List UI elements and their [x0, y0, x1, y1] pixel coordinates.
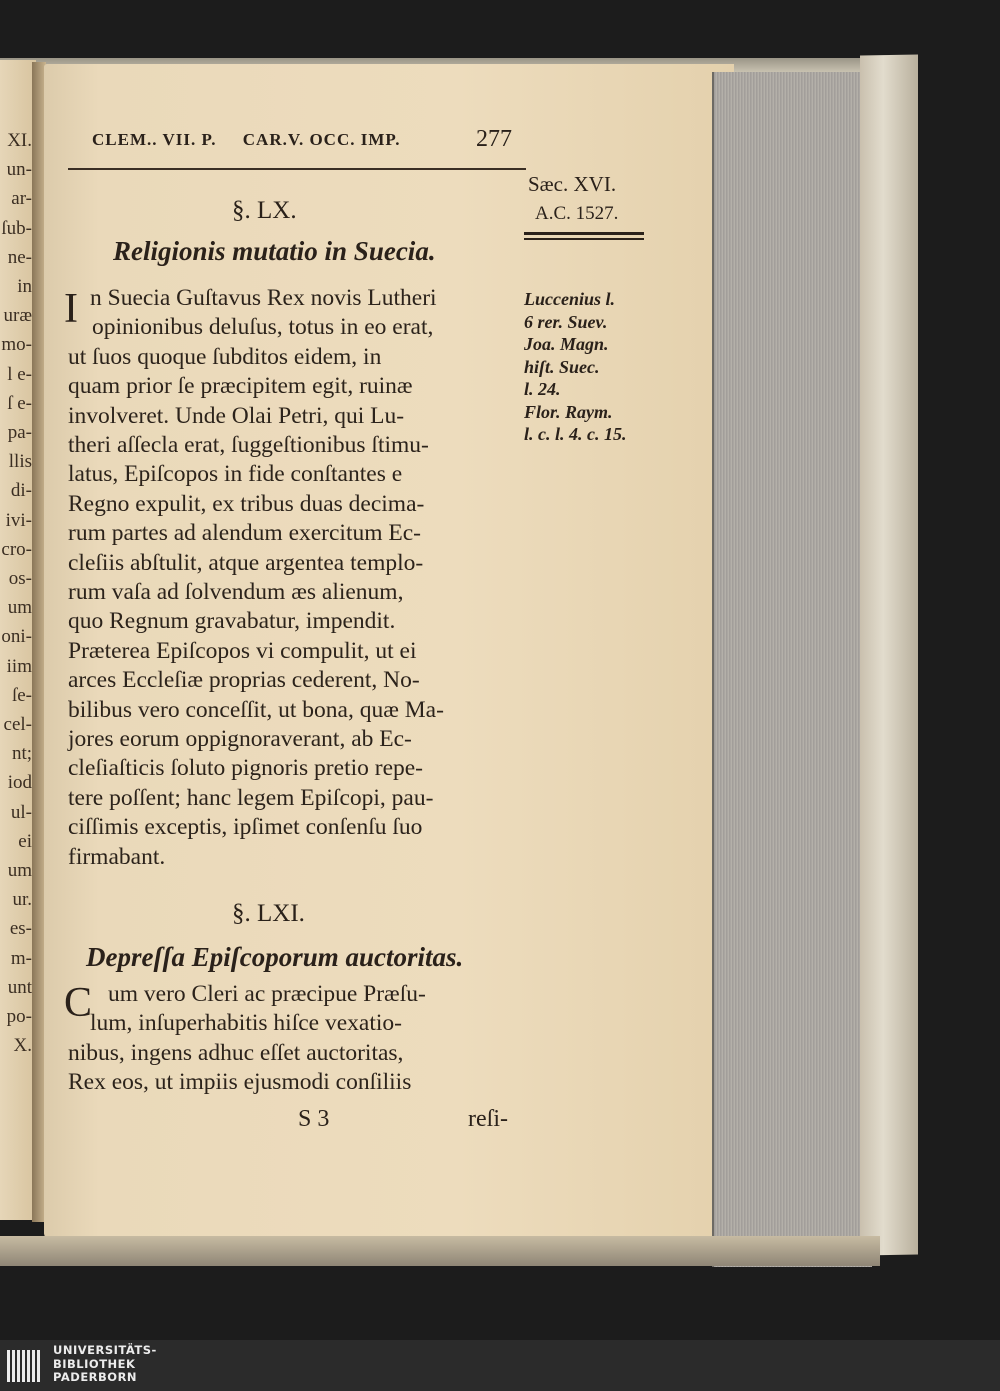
- logo-line-1: UNIVERSITÄTS-: [53, 1343, 157, 1357]
- library-logo-icon: [6, 1348, 44, 1384]
- marginal-note: l. 24.: [524, 379, 561, 399]
- previous-page-line: in: [17, 276, 32, 297]
- previous-page-line: un-: [6, 159, 32, 181]
- drop-cap-i: I: [64, 286, 78, 332]
- margin-century: Sæc. XVI.: [528, 172, 617, 196]
- body-text-line: latus, Epiſcopos in fide conſtantes e: [68, 461, 403, 488]
- previous-page-line: m-: [10, 947, 32, 969]
- previous-page-line: ivi-: [5, 509, 32, 531]
- margin-year: A.C. 1527.: [535, 203, 619, 224]
- previous-page-line: ei: [18, 830, 32, 852]
- page-number: 277: [476, 126, 512, 152]
- previous-page-line: um: [7, 597, 32, 619]
- previous-page-line: X.: [13, 1035, 32, 1057]
- previous-page-line: oni-: [1, 626, 32, 648]
- previous-page-line: ur.: [12, 889, 32, 911]
- body-text-line: quo Regnum gravabatur, impendit.: [68, 608, 396, 635]
- logo-line-3: PADERBORN: [53, 1370, 138, 1384]
- previous-page-line: ne-: [7, 246, 32, 268]
- previous-page-line: ſ e-: [7, 392, 32, 414]
- header-rule: [68, 168, 526, 170]
- previous-page-line: es-: [9, 918, 32, 940]
- previous-page-line: iim: [6, 655, 32, 677]
- logo-line-2: BIBLIOTHEK: [53, 1356, 136, 1371]
- previous-page-line: cro-: [1, 538, 32, 560]
- previous-page-edge: [0, 60, 36, 1220]
- marginal-note: Joa. Magn.: [524, 334, 609, 354]
- section-title-lx: Religionis mutatio in Suecia.: [113, 236, 436, 266]
- marginal-note: Flor. Raym.: [524, 401, 613, 422]
- signature-mark: S 3: [298, 1106, 330, 1132]
- margin-rule-second: [524, 238, 644, 240]
- body-text-line: um vero Cleri ac præcipue Præſu-: [108, 981, 426, 1007]
- drop-cap-c: C: [64, 980, 93, 1026]
- body-text-line: involveret. Unde Olai Petri, qui Lu-: [68, 402, 405, 429]
- library-logo-bar: [0, 1340, 1000, 1391]
- previous-page-line: mo-: [1, 334, 32, 356]
- book-cover-right: [860, 54, 918, 1255]
- body-text-line: firmabant.: [68, 843, 166, 870]
- body-text-line: ciſſimis exceptis, ipſimet conſenſu ſuo: [68, 814, 423, 841]
- previous-page-line: uræ: [3, 305, 32, 327]
- previous-page-line: iod: [7, 772, 32, 794]
- body-text-line: jores eorum oppignoraverant, ab Ec-: [68, 726, 412, 752]
- body-text-line: Regno expulit, ex tribus duas decima-: [68, 490, 425, 517]
- section-number-lxi: §. LXI.: [232, 900, 305, 927]
- body-text-line: cleſiaſticis ſoluto pignoris pretio repe-: [68, 755, 424, 782]
- body-text-line: arces Eccleſiæ proprias cederent, No-: [68, 667, 420, 694]
- previous-page-line: ſub-: [1, 217, 32, 239]
- marginal-note: hiſt. Suec.: [524, 356, 600, 377]
- running-head: CLEM.. VII. P. CAR.V. OCC. IMP.: [92, 130, 401, 149]
- previous-page-line: llis: [8, 451, 32, 473]
- marginal-note: l. c. l. 4. c. 15.: [524, 424, 627, 444]
- body-text-line: quam prior ſe præcipitem egit, ruinæ: [68, 373, 413, 400]
- body-text-line: cleſiis abſtulit, atque argentea templo-: [68, 549, 424, 576]
- previous-page-line: nt;: [11, 743, 32, 765]
- previous-page-line: os-: [8, 568, 32, 589]
- section-number-lx: §. LX.: [232, 197, 297, 224]
- marginal-note: Luccenius l.: [524, 289, 616, 309]
- previous-page-line: ſe-: [11, 684, 32, 706]
- previous-page-line: ul-: [10, 801, 32, 823]
- section-title-lxi: Depreſſa Epiſcoporum auctoritas.: [86, 942, 464, 972]
- body-text-line: bilibus vero conceſſit, ut bona, quæ Ma-: [68, 696, 444, 723]
- body-text-line: theri aſſecla erat, ſuggeſtionibus ſtimu-: [68, 432, 429, 458]
- previous-page-line: um: [7, 860, 32, 881]
- book-cover-bottom: [0, 1236, 880, 1266]
- marginal-note: 6 rer. Suev.: [524, 311, 608, 332]
- previous-page-line: pa-: [7, 422, 32, 443]
- library-logo-text: [53, 1344, 157, 1385]
- previous-page-line: XI.: [7, 130, 32, 151]
- page-block-edges: [712, 72, 872, 1267]
- body-text-line: tere poſſent; hanc legem Epiſcopi, pau-: [68, 784, 434, 811]
- body-text-line: n Suecia Guſtavus Rex novis Lutheri: [90, 285, 437, 311]
- previous-page-line: unt: [7, 976, 32, 998]
- body-text-line: lum, inſuperhabitis hiſce vexatio-: [90, 1010, 402, 1037]
- body-text-line: rum vaſa ad ſolvendum æs alienum,: [68, 579, 404, 605]
- previous-page-line: di-: [10, 480, 32, 502]
- body-text-line: opinionibus deluſus, totus in eo erat,: [92, 314, 434, 341]
- body-text-line: rum partes ad alendum exercitum Ec-: [68, 520, 422, 547]
- catchword: reſi-: [468, 1106, 508, 1132]
- body-text-line: Rex eos, ut impiis ejusmodi conſiliis: [68, 1069, 412, 1096]
- body-text-line: Præterea Epiſcopos vi compulit, ut ei: [68, 637, 417, 664]
- previous-page-line: ar-: [11, 188, 32, 210]
- previous-page-line: l e-: [7, 363, 32, 385]
- previous-page-line: po-: [6, 1006, 32, 1027]
- body-text-line: nibus, ingens adhuc eſſet auctoritas,: [68, 1039, 404, 1066]
- previous-page-line: cel-: [3, 714, 32, 735]
- body-text-line: ut ſuos quoque ſubditos eidem, in: [68, 343, 382, 370]
- margin-rule: [524, 232, 644, 235]
